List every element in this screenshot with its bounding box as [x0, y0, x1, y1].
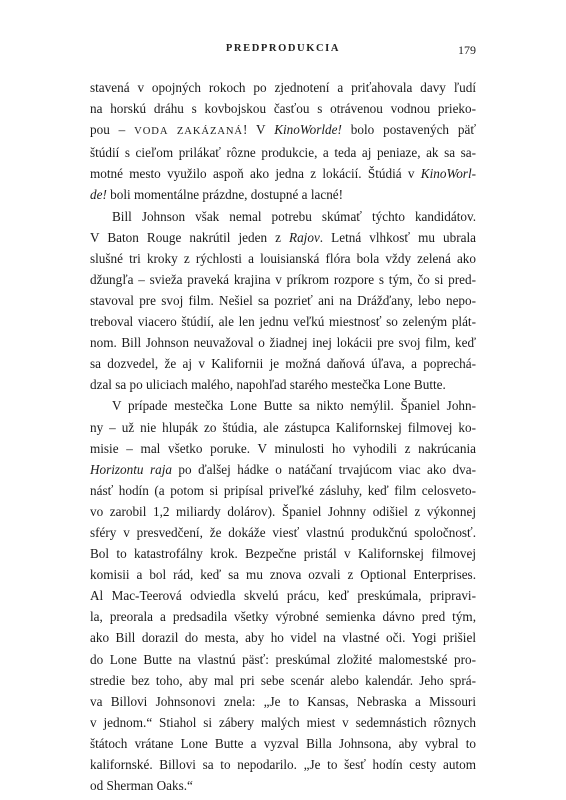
- text-line: [90, 691, 476, 712]
- text-line: [90, 775, 476, 796]
- text-run: sféry v presvedčení, že dokáže viesť vlastnú produkčnú spoločnosť.: [90, 524, 476, 540]
- italic-text: de!: [90, 187, 107, 203]
- text-run: džungľa – svieža praveká krajina v príkrom rozpore s tým, čo si pred-: [90, 271, 476, 287]
- text-run: do Lone Butte na vlastnú päsť: preskúmal zložité malomestské pro-: [90, 651, 476, 667]
- text-run: Bol to katastrofálny krok. Bezpečne pristál v Kalifornskej filmovej: [90, 546, 476, 562]
- body-text: [90, 77, 476, 796]
- text-line: [90, 311, 476, 332]
- text-line: [90, 459, 476, 480]
- italic-text: KinoWorl-: [420, 166, 476, 182]
- text-line: [90, 290, 476, 311]
- text-line: [90, 438, 476, 459]
- page-number: 179: [458, 43, 476, 57]
- text-run: Al Mac-Teerová odviedla skvelú prácu, keď preskúmala, pripravi-: [90, 588, 476, 604]
- text-line: [90, 227, 476, 248]
- text-line: [90, 269, 476, 290]
- small-caps-text: VODA ZAKÁZANÁ: [134, 126, 243, 138]
- text-run: pou –: [90, 122, 135, 138]
- text-run: ! V: [242, 122, 275, 138]
- paragraph: [90, 206, 476, 396]
- text-line: [90, 480, 476, 501]
- text-run: ako Bill dorazil do mesta, aby ho videl na vlastné oči. Yogi prišiel: [90, 630, 476, 646]
- text-run: motné mesto využilo aspoň ako jedna z lokácií. Štúdiá v: [90, 166, 421, 182]
- text-line: [90, 77, 476, 98]
- text-line: [90, 754, 476, 775]
- italic-text: Rajov: [289, 229, 320, 245]
- page-header: [90, 43, 476, 61]
- paragraph: [90, 77, 476, 206]
- text-run: štúdií s cieľom prilákať rôzne produkcie, a teda aj peniaze, ak sa sa-: [90, 145, 476, 161]
- italic-text: KinoWorlde!: [274, 122, 342, 138]
- text-line: [90, 522, 476, 543]
- text-line: [90, 163, 476, 184]
- text-line: [90, 712, 476, 733]
- text-run: stredie bez toho, aby mal pri sebe scenár alebo kalendár. Jeho sprá-: [90, 672, 476, 688]
- text-run: V prípade mestečka Lone Butte sa nikto nemýlil. Španiel John-: [112, 398, 476, 414]
- italic-text: Horizontu raja: [90, 461, 172, 477]
- text-run: kalifornské. Billovi sa to nepodarilo. „Je to šesť hodín cesty autom: [90, 757, 476, 772]
- text-line: [90, 606, 476, 627]
- text-run: komisii a bol rád, keď sa mu znova ozvali z Optional Enterprises.: [90, 567, 476, 583]
- text-line: [90, 733, 476, 754]
- text-line: [90, 501, 476, 522]
- text-run: nom. Bill Johnson neuvažoval o žiadnej inej lokácii pre svoj film, keď: [90, 335, 476, 351]
- text-line: [90, 184, 476, 205]
- text-run: sa dozvedel, že aj v Kalifornii je možná daňová úľava, a poprechá-: [90, 356, 476, 372]
- text-run: stavená v opojných rokoch po zjednotení a priťahovala davy ľudí: [90, 80, 476, 95]
- text-run: slušné tri kroky z rýchlosti a louisianská flóra bola vždy zelená ako: [90, 250, 476, 266]
- text-line: [90, 627, 476, 648]
- text-run: . Letná vlhkosť mu ubrala: [319, 229, 476, 245]
- text-line: [90, 248, 476, 269]
- running-head: PREDPRODUKCIA: [225, 43, 341, 54]
- text-run: misie – mal všetko poruke. V minulosti ho vyhodili z nakrúcania: [90, 440, 476, 456]
- text-run: násť hodín (a potom si pripísal priveľké zásluhy, keď film celosveto-: [90, 482, 476, 498]
- text-run: boli momentálne prázdne, dostupné a lacné!: [106, 187, 344, 203]
- text-run: stavoval pre svoj film. Nešiel sa pozrieť ani na Drážďany, lebo nepo-: [90, 292, 476, 308]
- text-run: v jednom.“ Stiahol si zábery malých miest v sedemnástich rôznych: [90, 714, 476, 730]
- text-run: po ďalšej hádke o natáčaní trvajúcom viac ako dva-: [171, 461, 476, 477]
- text-run: na horskú dráhu s kovbojskou časťou s otrávenou vodnou prieko-: [90, 101, 476, 117]
- text-run: dzal sa po uliciach malého, napohľad starého mestečka Lone Butte.: [90, 377, 446, 393]
- text-line: [90, 119, 476, 142]
- text-line: [90, 649, 476, 670]
- text-line: [90, 670, 476, 691]
- text-run: Bill Johnson však nemal potrebu skúmať týchto kandidátov.: [112, 208, 476, 224]
- text-run: ny – už nie hlupák zo štúdia, ale zástupca Kalifornskej filmovej ko-: [90, 419, 476, 435]
- text-run: bolo postavených päť: [341, 122, 476, 138]
- text-line: [90, 543, 476, 564]
- text-run: treboval viacero štúdií, ale len jednu veľkú miestnosť so zeleným plát-: [90, 314, 476, 330]
- text-line: [90, 142, 476, 163]
- text-line: [90, 353, 476, 374]
- text-run: štátoch vrátane Lone Butte a vyzval Billa Johnsona, aby vybral to: [90, 735, 476, 751]
- text-run: vo zarobil 1,2 miliardy dolárov). Španiel Johnny odišiel z výkonnej: [90, 503, 476, 519]
- text-line: [90, 585, 476, 606]
- text-run: V Baton Rouge nakrútil jeden z: [90, 229, 290, 245]
- text-line: [90, 374, 476, 395]
- paragraph: [90, 395, 476, 796]
- text-line: [90, 417, 476, 438]
- text-line: [90, 98, 476, 119]
- text-run: va Billovi Johnsonovi znela: „Je to Kansas, Nebraska a Missouri: [90, 693, 476, 709]
- text-run: la, preorala a predsadila všetky výrobné semienka dávno pred tým,: [90, 609, 476, 625]
- text-line: [90, 564, 476, 585]
- text-line: [90, 332, 476, 353]
- text-line: [90, 206, 476, 227]
- text-line: [90, 395, 476, 416]
- text-run: od Sherman Oaks.“: [90, 778, 193, 794]
